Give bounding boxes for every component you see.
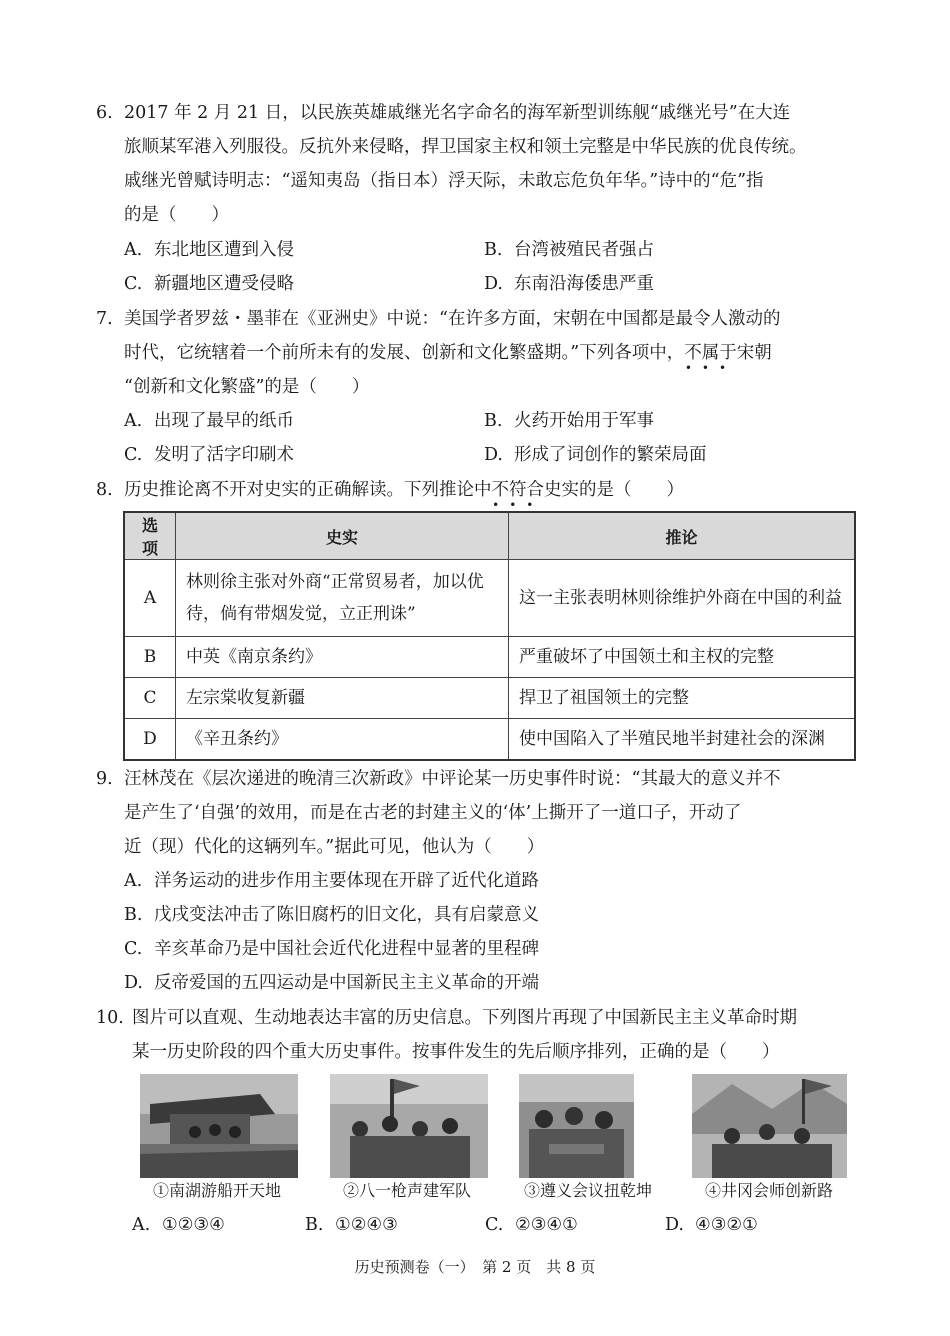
emphasis-dots: •••	[492, 498, 544, 512]
option-text: 火药开始用于军事	[514, 411, 654, 431]
option-label: D.	[124, 973, 143, 993]
option-text: 反帝爱国的五四运动是中国新民主主义革命的开端	[154, 973, 539, 993]
q7-emphasis	[684, 343, 737, 375]
picture-caption: ④井冈会师创新路	[705, 1181, 834, 1200]
page-footer: 历史预测卷（一） 第 2 页 共 8 页	[354, 1258, 596, 1276]
q9-option-a[interactable]	[124, 869, 539, 893]
q8-text: 史实的是（ ）	[544, 480, 684, 500]
q6-stem-line: 旅顺某军港入列服役。反抗外来侵略，捍卫国家主权和领土完整是中华民族的优良传统。	[124, 137, 807, 157]
table-cell-inference: 严重破坏了中国领土和主权的完整	[509, 637, 856, 678]
q6-stem-line: 2017 年 2 月 21 日，以民族英雄戚继光名字命名的海军新型训练舰“戚继光号”在大连	[124, 103, 791, 123]
option-label: B.	[484, 411, 503, 431]
picture-caption: ②八一枪声建军队	[343, 1181, 472, 1200]
table-row	[124, 637, 855, 678]
option-text: ①②④③	[335, 1215, 398, 1235]
table-cell-inference: 这一主张表明林则徐维护外商在中国的利益	[509, 560, 856, 637]
q8-table	[123, 511, 856, 761]
option-label: C.	[485, 1215, 504, 1235]
option-label: D.	[484, 274, 503, 294]
q8-number: 8.	[96, 480, 113, 500]
option-text: ①②③④	[162, 1215, 225, 1235]
q9-stem-line: 是产生了‘自强’的效用，而是在古老的封建主义的‘体’上撕开了一道口子，开动了	[124, 803, 742, 823]
q9-option-b[interactable]	[124, 903, 539, 927]
table-header-row	[124, 512, 855, 560]
q7-option-a[interactable]	[124, 409, 294, 433]
q6-number: 6.	[96, 103, 113, 123]
table-cell-key: B	[124, 637, 176, 678]
q6-option-a[interactable]	[124, 238, 294, 262]
q7-emphasis-text: 不属于	[684, 343, 737, 363]
q9-stem-line: 近（现）代化的这辆列车。”据此可见，他认为（ ）	[124, 837, 545, 857]
q6-stem-line: 的是（ ）	[124, 205, 229, 225]
table-header-inference: 推论	[509, 512, 856, 560]
table-cell-fact: 《辛丑条约》	[176, 719, 509, 761]
option-text: ②③④①	[515, 1215, 578, 1235]
table-row	[124, 678, 855, 719]
option-text: 形成了词创作的繁荣局面	[514, 445, 707, 465]
picture-zunyi-meeting	[519, 1074, 634, 1178]
emphasis-dots: •••	[684, 361, 737, 375]
q8-emphasis-text: 不符合	[491, 480, 544, 500]
option-label: B.	[305, 1215, 324, 1235]
table-cell-inference: 使中国陷入了半殖民地半封建社会的深渊	[509, 719, 856, 761]
option-text: 洋务运动的进步作用主要体现在开辟了近代化道路	[154, 871, 539, 891]
option-label: D.	[665, 1215, 684, 1235]
table-header-fact: 史实	[176, 512, 509, 560]
table-cell-key: D	[124, 719, 176, 761]
q7-option-c[interactable]	[124, 443, 294, 467]
option-label: B.	[484, 240, 503, 260]
option-text: 新疆地区遭受侵略	[154, 274, 294, 294]
q8-stem-line	[124, 478, 684, 512]
option-label: A.	[132, 1215, 151, 1235]
picture-caption: ①南湖游船开天地	[153, 1181, 282, 1200]
q6-option-c[interactable]	[124, 272, 294, 296]
q7-stem-line: “创新和文化繁盛”的是（ ）	[124, 377, 370, 397]
table-cell-key: A	[124, 560, 176, 637]
q7-option-d[interactable]	[484, 443, 707, 467]
option-text: 戊戌变法冲击了陈旧腐朽的旧文化，具有启蒙意义	[154, 905, 539, 925]
q9-number: 9.	[96, 769, 113, 789]
table-cell-key: C	[124, 678, 176, 719]
option-text: 辛亥革命乃是中国社会近代化进程中显著的里程碑	[154, 939, 539, 959]
q7-stem-line	[124, 341, 772, 375]
picture-nanhu-boat	[140, 1074, 298, 1178]
picture-jinggangshan	[692, 1074, 847, 1178]
option-label: C.	[124, 274, 143, 294]
q10-stem-line: 图片可以直观、生动地表达丰富的历史信息。下列图片再现了中国新民主主义革命时期	[132, 1008, 797, 1028]
picture-caption: ③遵义会议扭乾坤	[524, 1181, 653, 1200]
q10-option-d[interactable]	[665, 1213, 758, 1237]
q7-option-b[interactable]	[484, 409, 654, 433]
option-text: ④③②①	[695, 1215, 758, 1235]
q7-number: 7.	[96, 309, 113, 329]
q10-option-a[interactable]	[132, 1213, 225, 1237]
option-label: C.	[124, 939, 143, 959]
q7-text: 宋朝	[736, 343, 772, 363]
option-label: C.	[124, 445, 143, 465]
option-text: 东南沿海倭患严重	[514, 274, 654, 294]
q10-number: 10.	[96, 1008, 124, 1028]
q10-option-b[interactable]	[305, 1213, 398, 1237]
q7-text: 时代，它统辖着一个前所未有的发展、创新和文化繁盛期。”下列各项中，	[124, 343, 685, 363]
option-text: 出现了最早的纸币	[154, 411, 294, 431]
q8-text: 历史推论离不开对史实的正确解读。下列推论中	[124, 480, 492, 500]
table-cell-fact: 林则徐主张对外商“正常贸易者，加以优待，倘有带烟发觉，立正刑诛”	[176, 560, 509, 637]
option-label: A.	[124, 240, 143, 260]
q8-emphasis	[491, 480, 545, 512]
option-label: B.	[124, 905, 143, 925]
q6-stem-line: 戚继光曾赋诗明志：“遥知夷岛（指日本）浮天际，未敢忘危负年华。”诗中的“危”指	[124, 171, 764, 191]
option-label: A.	[124, 871, 143, 891]
option-label: A.	[124, 411, 143, 431]
q10-option-c[interactable]	[485, 1213, 578, 1237]
q9-stem-line: 汪林茂在《层次递进的晚清三次新政》中评论某一历史事件时说：“其最大的意义并不	[124, 769, 781, 789]
option-text: 台湾被殖民者强占	[514, 240, 654, 260]
option-text: 发明了活字印刷术	[154, 445, 294, 465]
table-cell-fact: 左宗棠收复新疆	[176, 678, 509, 719]
option-text: 东北地区遭到入侵	[154, 240, 294, 260]
table-row	[124, 719, 855, 761]
q9-option-c[interactable]	[124, 937, 539, 961]
q10-stem-line: 某一历史阶段的四个重大历史事件。按事件发生的先后顺序排列，正确的是（ ）	[132, 1042, 780, 1062]
q9-option-d[interactable]	[124, 971, 539, 995]
picture-nanchang-uprising	[330, 1074, 488, 1178]
q6-option-d[interactable]	[484, 272, 654, 296]
table-row	[124, 560, 855, 637]
q7-stem-line: 美国学者罗兹・墨菲在《亚洲史》中说：“在许多方面，宋朝在中国都是最令人激动的	[124, 309, 781, 329]
q6-option-b[interactable]	[484, 238, 654, 262]
table-cell-fact: 中英《南京条约》	[176, 637, 509, 678]
option-label: D.	[484, 445, 503, 465]
table-header-option: 选项	[124, 512, 176, 560]
table-cell-inference: 捍卫了祖国领土的完整	[509, 678, 856, 719]
